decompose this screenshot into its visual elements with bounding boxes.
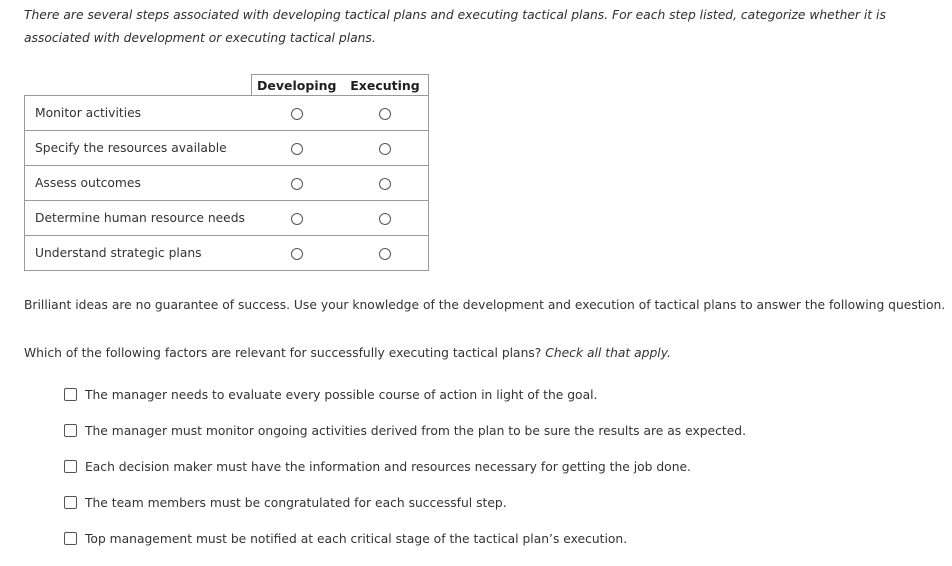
step-label: Determine human resource needs (25, 201, 252, 236)
question-prompt: Which of the following factors are relevant for successfully executing tactical plans? (24, 346, 546, 360)
developing-cell (251, 131, 342, 166)
radio-executing-specify-resources[interactable] (379, 143, 391, 155)
developing-cell (251, 166, 342, 201)
checkbox[interactable] (64, 532, 77, 545)
choice-label: Each decision maker must have the information and resources necessary for getting the job done. (85, 460, 691, 474)
table-row-monitor-activities (25, 96, 429, 131)
list-item[interactable] (64, 530, 746, 566)
radio-developing-specify-resources[interactable] (291, 143, 303, 155)
list-item[interactable] (64, 458, 746, 494)
step-label: Monitor activities (25, 96, 252, 131)
table-row-assess-outcomes (25, 166, 429, 201)
step-label: Understand strategic plans (25, 236, 252, 271)
developing-cell (251, 201, 342, 236)
radio-developing-determine-hr-needs[interactable] (291, 213, 303, 225)
radio-executing-determine-hr-needs[interactable] (379, 213, 391, 225)
developing-cell (251, 96, 342, 131)
executing-cell (342, 201, 429, 236)
executing-cell (342, 131, 429, 166)
radio-executing-monitor-activities[interactable] (379, 108, 391, 120)
radio-executing-assess-outcomes[interactable] (379, 178, 391, 190)
instruction-paragraph: Brilliant ideas are no guarantee of success. Use your knowledge of the development and execution of tactical plans to answer the following question. (24, 298, 946, 312)
question-hint: Check all that apply. (545, 346, 671, 360)
executing-cell (342, 166, 429, 201)
checkbox[interactable] (64, 388, 77, 401)
radio-developing-assess-outcomes[interactable] (291, 178, 303, 190)
radio-developing-understand-strategic-plans[interactable] (291, 248, 303, 260)
categorize-table (24, 74, 429, 271)
choice-label: The team members must be congratulated for each successful step. (85, 496, 507, 510)
radio-executing-understand-strategic-plans[interactable] (379, 248, 391, 260)
radio-developing-monitor-activities[interactable] (291, 108, 303, 120)
choice-list (64, 386, 746, 566)
checkbox[interactable] (64, 460, 77, 473)
header-executing: Executing (342, 75, 429, 96)
question-text (24, 344, 671, 362)
list-item[interactable] (64, 386, 746, 422)
developing-cell (251, 236, 342, 271)
executing-cell (342, 96, 429, 131)
header-blank (25, 75, 252, 96)
step-label: Specify the resources available (25, 131, 252, 166)
header-developing: Developing (251, 75, 342, 96)
list-item[interactable] (64, 422, 746, 458)
executing-cell (342, 236, 429, 271)
choice-label: The manager needs to evaluate every possible course of action in light of the goal. (85, 388, 598, 402)
table-row-understand-strategic-plans (25, 236, 429, 271)
intro-text: There are several steps associated with developing tactical plans and executing tactical plans. For each step listed, categorize whether it is associated with development or executing tactical plans. (24, 8, 886, 45)
table-header-row (25, 75, 429, 96)
checkbox[interactable] (64, 424, 77, 437)
list-item[interactable] (64, 494, 746, 530)
step-label: Assess outcomes (25, 166, 252, 201)
table-row-specify-resources (25, 131, 429, 166)
choice-label: The manager must monitor ongoing activities derived from the plan to be sure the results are as expected. (85, 424, 746, 438)
checkbox[interactable] (64, 496, 77, 509)
table-row-determine-hr-needs (25, 201, 429, 236)
choice-label: Top management must be notified at each critical stage of the tactical plan’s execution. (85, 532, 628, 546)
